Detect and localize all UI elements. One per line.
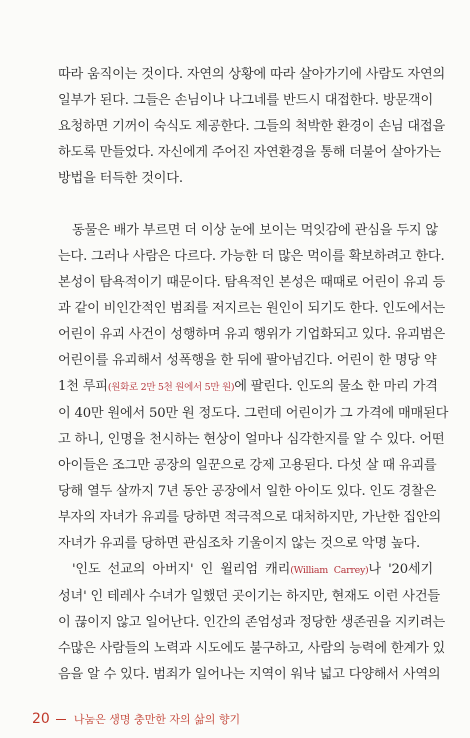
text-line: 어린이 유괴 사건이 성행하며 유괴 행위가 기업화되고 있다. 유괴범은 xyxy=(58,327,446,342)
paragraph-gap xyxy=(58,192,433,218)
rupee-text-end: 에 팔린다. 인도의 물소 한 마리 가격 xyxy=(234,379,438,394)
text-line: 본성이 탐욕적이기 때문이다. 탐욕적인 본성은 때때로 어린이 유괴 등 xyxy=(58,275,446,290)
text-line: 자녀가 유괴를 당하면 관심조차 기울이지 않는 것으로 악명 높다. xyxy=(58,536,420,551)
book-title: 나눔은 생명 충만한 자의 삶의 향기 xyxy=(73,713,241,726)
text-line xyxy=(58,374,438,401)
carey-text-end: 나 '20세기 xyxy=(368,562,434,577)
text-line: 일부가 된다. 그들은 손님이나 나그네를 반드시 대접한다. 방문객이 xyxy=(58,93,433,108)
text-line: 방법을 터득한 것이다. xyxy=(58,171,183,186)
text-line xyxy=(58,557,433,584)
carey-note: (William Carrey) xyxy=(290,565,369,576)
text-line: 성녀' 인 테레사 수녀가 일했던 곳이기는 하지만, 현재도 이런 사건들 xyxy=(58,589,440,604)
text-line: 고 하니, 인명을 천시하는 현상이 얼마나 심각한지를 알 수 있다. 어떤 xyxy=(58,432,445,447)
text-line: 아이들은 조그만 공장의 일꾼으로 강제 고용된다. 다섯 살 때 유괴를 xyxy=(58,458,437,473)
page-footer xyxy=(32,711,240,727)
text-line: 어린이를 유괴해서 성폭행을 한 뒤에 팔아넘긴다. 어린이 한 명당 약 xyxy=(58,353,437,368)
body-text xyxy=(58,62,449,688)
text-line: 동물은 배가 부르면 더 이상 눈에 보이는 먹잇감에 관심을 두지 않 xyxy=(72,223,438,238)
text-line: 과 같이 비인간적인 범죄를 저지르는 원인이 되기도 한다. 인도에서는 xyxy=(58,301,446,316)
text-line: 따라 움직이는 것이다. 자연의 상황에 따라 살아가기에 사람도 자연의 xyxy=(58,67,446,82)
text-line: 당해 열두 살까지 7년 동안 공장에서 일한 아이도 있다. 인도 경찰은 xyxy=(58,484,437,499)
page-number: 20 xyxy=(32,711,50,727)
text-line: 수많은 사람들의 노력과 시도에도 불구하고, 사람의 능력에 한계가 있 xyxy=(58,641,446,656)
text-line: 이 40만 원에서 50만 원 정도다. 그런데 어린이가 그 가격에 매매된다 xyxy=(58,406,449,421)
rupee-text: 1천 루피 xyxy=(58,379,108,394)
rupee-note: (원화로 2만 5천 원에서 5만 원) xyxy=(107,382,235,393)
text-line: 부자의 자녀가 유괴를 당하면 적극적으로 대처하지만, 가난한 집안의 xyxy=(58,510,442,525)
carey-text: '인도 선교의 아버지' 인 윌리엄 캐리 xyxy=(72,562,291,577)
footer-divider xyxy=(56,719,66,720)
text-line: 하도록 만들었다. 자신에게 주어진 자연환경을 통해 더불어 살아가는 xyxy=(58,145,442,160)
text-line: 요청하면 기꺼이 숙식도 제공한다. 그들의 척박한 환경이 손님 대접을 xyxy=(58,119,446,134)
text-line: 이 끊이지 않고 일어난다. 인간의 존엄성과 정당한 생존권을 지키려는 xyxy=(58,615,446,630)
text-line: 는다. 그러나 사람은 다르다. 가능한 더 많은 먹이를 확보하려고 한다. xyxy=(58,249,445,264)
text-line: 음을 알 수 있다. 범죄가 일어나는 지역이 워낙 넓고 다양해서 사역의 xyxy=(58,667,441,682)
